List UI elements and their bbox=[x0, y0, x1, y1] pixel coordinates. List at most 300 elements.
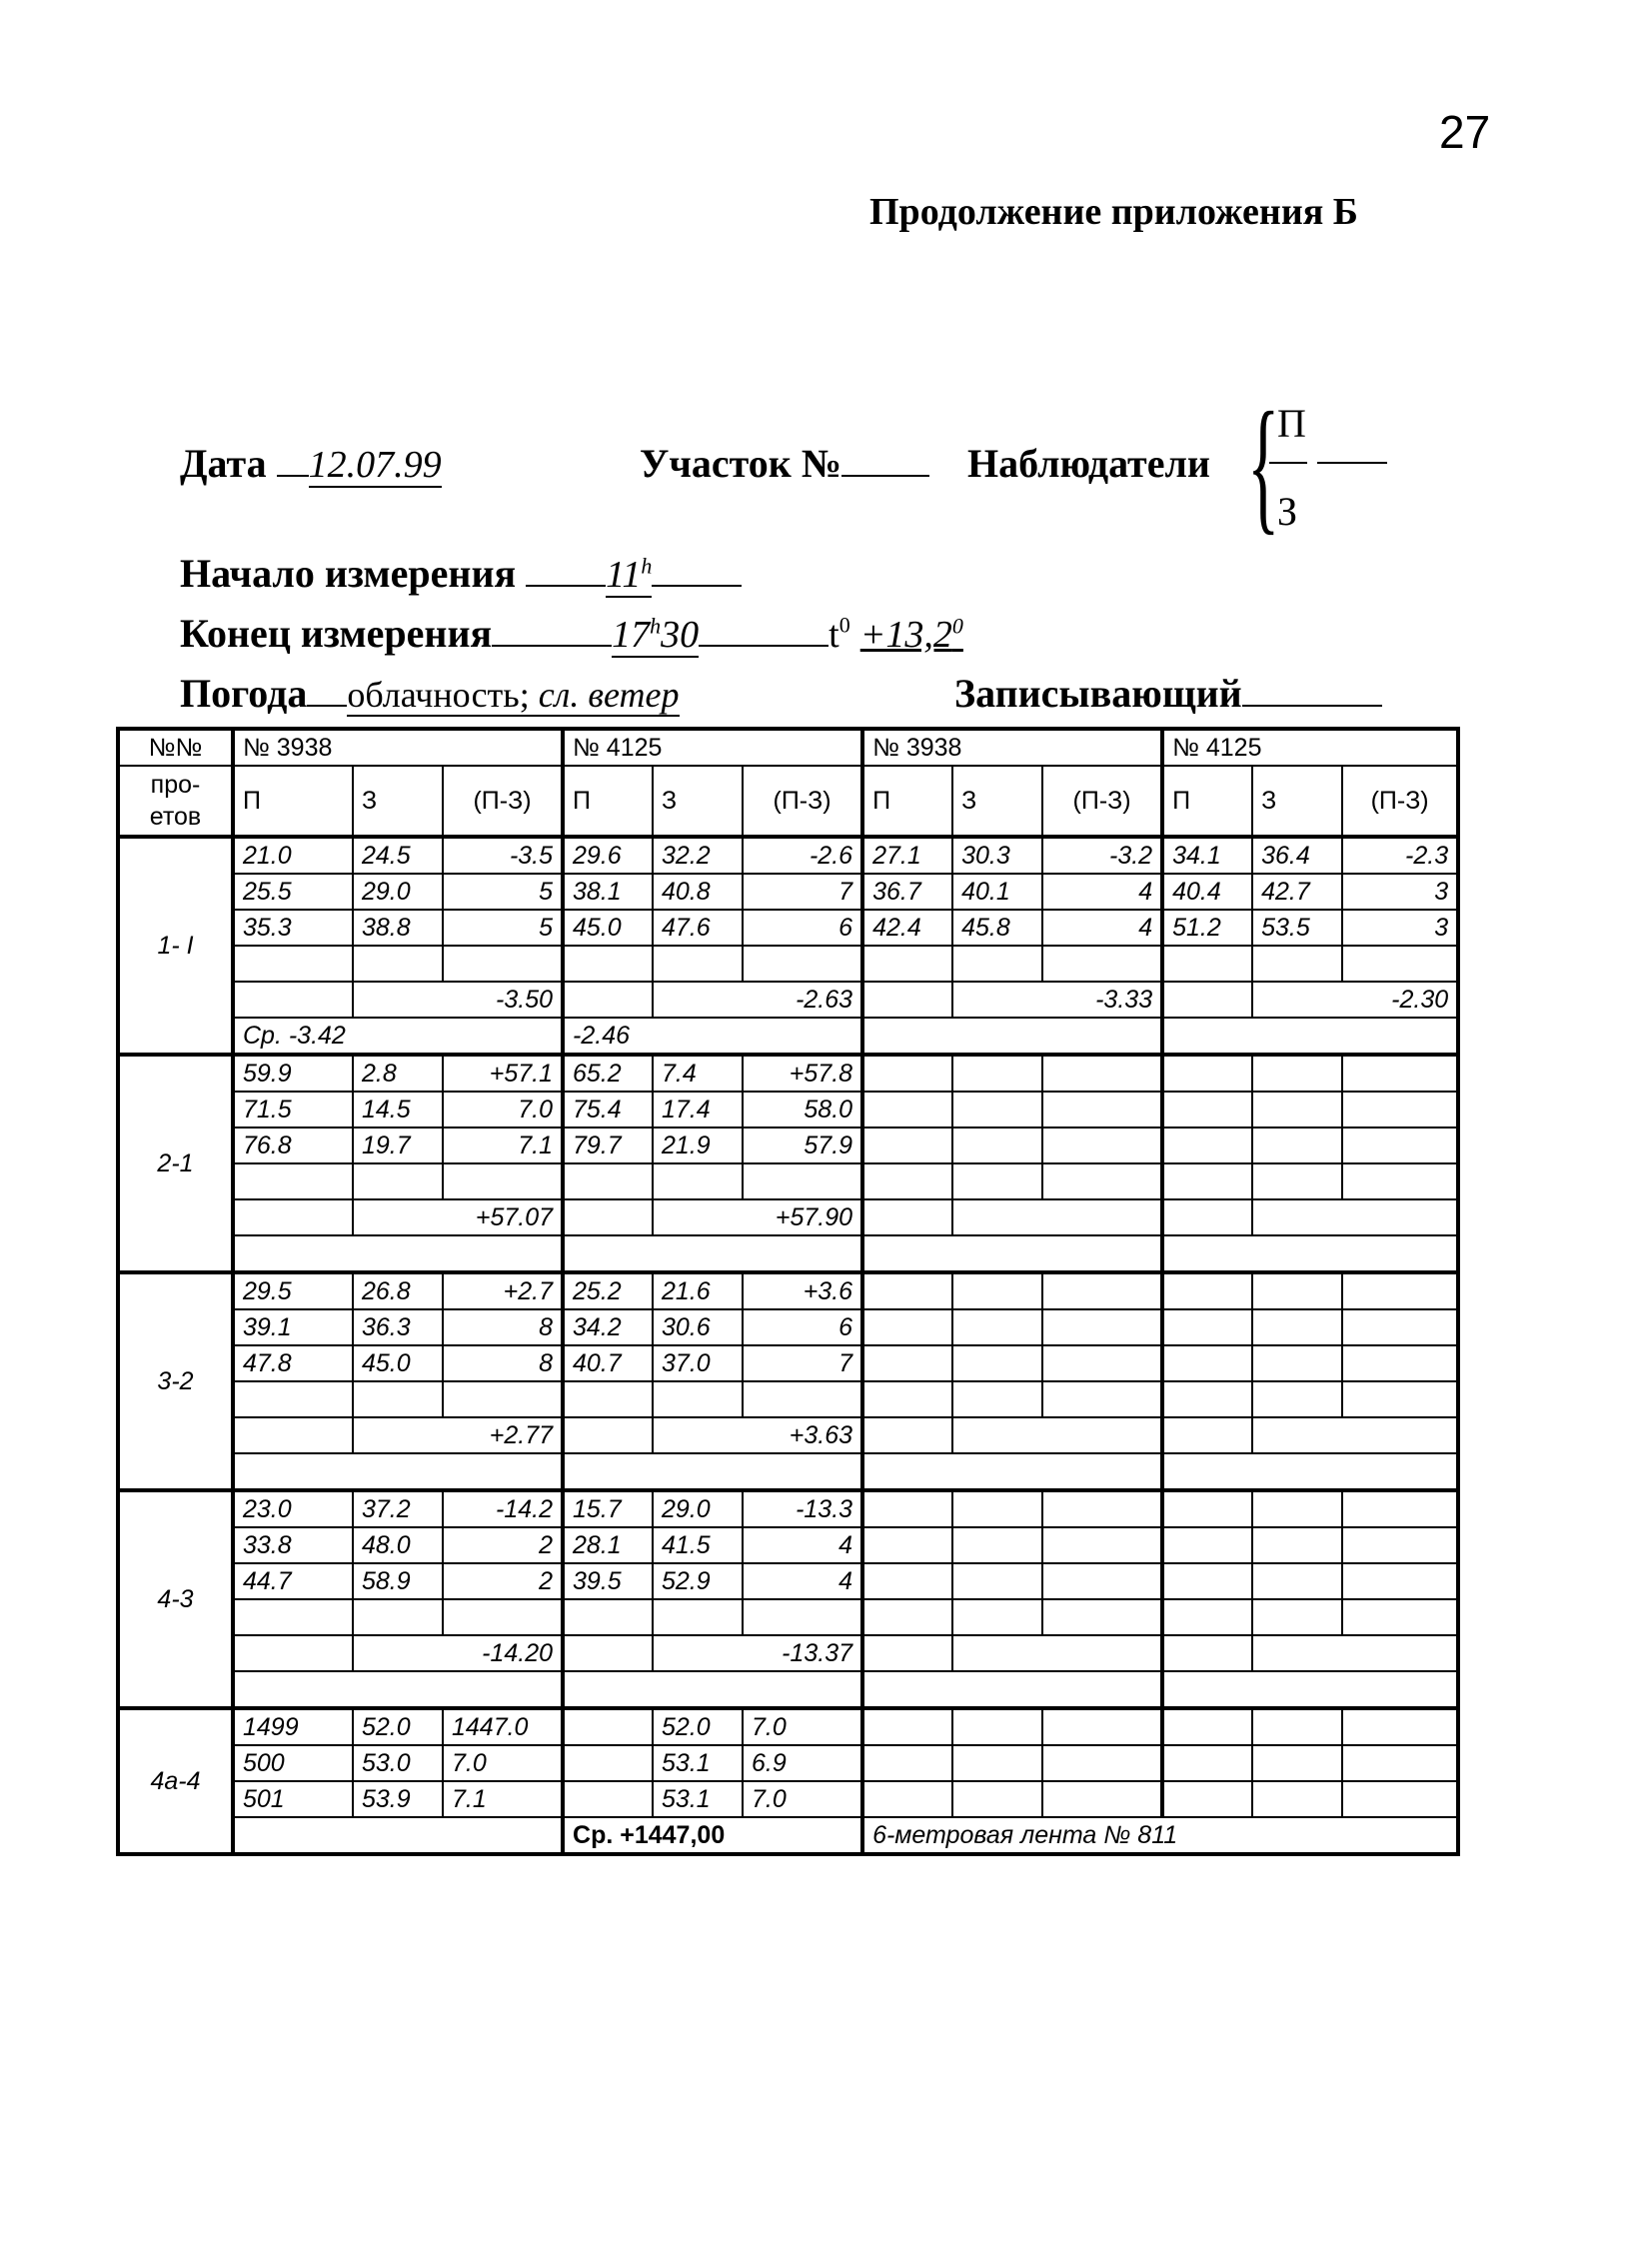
data-cell: 501 bbox=[233, 1781, 353, 1817]
instrument-header-row bbox=[118, 729, 1458, 766]
data-cell: 15.7 bbox=[563, 1490, 653, 1527]
data-cell bbox=[743, 1163, 862, 1199]
date-label: Дата bbox=[180, 441, 267, 486]
data-cell: 6 bbox=[743, 1309, 862, 1345]
data-cell: 4 bbox=[1042, 910, 1162, 946]
data-cell bbox=[952, 1272, 1042, 1309]
end-value-h: 17 bbox=[612, 614, 651, 656]
data-cell: +57.8 bbox=[743, 1055, 862, 1092]
average-row bbox=[118, 1235, 1458, 1272]
data-cell bbox=[1162, 1055, 1252, 1092]
data-cell: 8 bbox=[443, 1309, 563, 1345]
data-cell: 38.1 bbox=[563, 874, 653, 910]
mean-blank-cell bbox=[563, 1199, 653, 1235]
observers-label: Наблюдатели bbox=[967, 441, 1210, 486]
data-cell bbox=[1342, 1055, 1458, 1092]
data-cell bbox=[1162, 1781, 1252, 1817]
data-cell bbox=[1252, 1490, 1342, 1527]
data-cell: 45.0 bbox=[353, 1345, 443, 1381]
data-cell: 4 bbox=[743, 1563, 862, 1599]
mean-cell bbox=[1252, 1417, 1458, 1453]
data-cell bbox=[1342, 1092, 1458, 1128]
data-cell bbox=[1162, 1599, 1252, 1635]
end-row bbox=[180, 610, 963, 657]
table-row bbox=[118, 1092, 1458, 1128]
data-cell bbox=[353, 1599, 443, 1635]
data-cell: 26.8 bbox=[353, 1272, 443, 1309]
sub-header: (П-З) bbox=[443, 766, 563, 837]
data-cell bbox=[1042, 1163, 1162, 1199]
data-cell: 28.1 bbox=[563, 1527, 653, 1563]
data-cell: 17.4 bbox=[653, 1092, 743, 1128]
average-cell bbox=[862, 1671, 1162, 1708]
data-cell bbox=[353, 946, 443, 982]
start-sup: h bbox=[641, 553, 653, 579]
instrument-header: № 4125 bbox=[1162, 729, 1458, 766]
mean-blank-cell bbox=[233, 982, 353, 1018]
span-header-2: про- етов bbox=[118, 766, 233, 837]
data-cell bbox=[1162, 946, 1252, 982]
data-cell bbox=[952, 1163, 1042, 1199]
table-row bbox=[118, 1490, 1458, 1527]
table-row bbox=[118, 1781, 1458, 1817]
data-cell: 3 bbox=[1342, 874, 1458, 910]
sub-header: П bbox=[1162, 766, 1252, 837]
data-cell: 5 bbox=[443, 910, 563, 946]
data-cell: 47.6 bbox=[653, 910, 743, 946]
mean-blank-cell bbox=[862, 1417, 952, 1453]
mean-cell bbox=[952, 1635, 1162, 1671]
data-cell: 3 bbox=[1342, 910, 1458, 946]
mean-cell bbox=[952, 1199, 1162, 1235]
data-cell bbox=[1342, 1345, 1458, 1381]
data-cell bbox=[1162, 1128, 1252, 1163]
end-value-m: 30 bbox=[661, 614, 700, 656]
temp-sup: 0 bbox=[838, 612, 850, 638]
data-cell: 53.9 bbox=[353, 1781, 443, 1817]
data-cell: 2.8 bbox=[353, 1055, 443, 1092]
data-cell: 45.8 bbox=[952, 910, 1042, 946]
data-cell bbox=[233, 1163, 353, 1199]
section-row bbox=[640, 440, 929, 487]
mean-cell bbox=[1252, 1199, 1458, 1235]
data-cell: 53.0 bbox=[353, 1745, 443, 1781]
data-cell bbox=[653, 1381, 743, 1417]
mean-blank-cell bbox=[1162, 1417, 1252, 1453]
data-cell bbox=[563, 1381, 653, 1417]
mean-blank-cell bbox=[1162, 1635, 1252, 1671]
table-row bbox=[118, 1128, 1458, 1163]
data-cell bbox=[653, 946, 743, 982]
mean-cell: -2.30 bbox=[1252, 982, 1458, 1018]
mean-blank-cell bbox=[563, 1417, 653, 1453]
data-cell bbox=[1342, 1708, 1458, 1745]
average-cell bbox=[233, 1235, 563, 1272]
data-cell bbox=[1162, 1309, 1252, 1345]
table-row bbox=[118, 1745, 1458, 1781]
data-cell: 41.5 bbox=[653, 1527, 743, 1563]
mean-blank-cell bbox=[862, 1199, 952, 1235]
mean-row bbox=[118, 1417, 1458, 1453]
temp-value: $+13,2^0$ bbox=[859, 613, 963, 656]
data-cell bbox=[1162, 1163, 1252, 1199]
data-cell bbox=[1252, 1599, 1342, 1635]
data-cell: 7.1 bbox=[443, 1128, 563, 1163]
table-row bbox=[118, 1309, 1458, 1345]
data-cell: -3.5 bbox=[443, 837, 563, 874]
table-row bbox=[118, 837, 1458, 874]
mean-blank-cell bbox=[233, 1417, 353, 1453]
data-cell: 51.2 bbox=[1162, 910, 1252, 946]
data-cell bbox=[1042, 1490, 1162, 1527]
sub-header: З bbox=[653, 766, 743, 837]
data-cell: 7.4 bbox=[653, 1055, 743, 1092]
footer-blank-cell bbox=[233, 1817, 563, 1854]
data-cell bbox=[1252, 946, 1342, 982]
data-cell bbox=[1342, 1309, 1458, 1345]
data-cell bbox=[353, 1381, 443, 1417]
data-cell: 1499 bbox=[233, 1708, 353, 1745]
mean-row bbox=[118, 1635, 1458, 1671]
table-row bbox=[118, 910, 1458, 946]
data-cell: -3.2 bbox=[1042, 837, 1162, 874]
temp-label: t bbox=[828, 614, 839, 656]
measurement-table bbox=[116, 727, 1460, 1856]
average-cell bbox=[862, 1235, 1162, 1272]
average-cell bbox=[862, 1018, 1162, 1055]
sub-header: П bbox=[563, 766, 653, 837]
table-row bbox=[118, 1055, 1458, 1092]
data-cell bbox=[1252, 1128, 1342, 1163]
data-cell: 30.6 bbox=[653, 1309, 743, 1345]
end-label: Конец измерения bbox=[180, 611, 493, 656]
data-cell: 2 bbox=[443, 1563, 563, 1599]
data-cell bbox=[1042, 1309, 1162, 1345]
mean-blank-cell bbox=[233, 1199, 353, 1235]
data-cell bbox=[1042, 1781, 1162, 1817]
data-cell: 75.4 bbox=[563, 1092, 653, 1128]
instrument-header: № 4125 bbox=[563, 729, 862, 766]
table-row bbox=[118, 946, 1458, 982]
sub-header: (П-З) bbox=[743, 766, 862, 837]
span-label: 2-1 bbox=[118, 1055, 233, 1272]
span-header-1: №№ bbox=[118, 729, 233, 766]
data-cell: 44.7 bbox=[233, 1563, 353, 1599]
average-row bbox=[118, 1453, 1458, 1490]
data-cell: 21.0 bbox=[233, 837, 353, 874]
average-cell bbox=[563, 1453, 862, 1490]
sub-header: З bbox=[353, 766, 443, 837]
data-cell bbox=[1252, 1527, 1342, 1563]
mean-blank-cell bbox=[862, 982, 952, 1018]
data-cell bbox=[1162, 1708, 1252, 1745]
data-cell bbox=[743, 946, 862, 982]
mean-cell: -3.33 bbox=[952, 982, 1162, 1018]
data-cell bbox=[862, 1745, 952, 1781]
data-cell: 58.9 bbox=[353, 1563, 443, 1599]
span-label: 1- I bbox=[118, 837, 233, 1055]
mean-blank-cell bbox=[862, 1635, 952, 1671]
data-cell: 37.2 bbox=[353, 1490, 443, 1527]
data-cell: 38.8 bbox=[353, 910, 443, 946]
data-cell: 57.9 bbox=[743, 1128, 862, 1163]
data-cell bbox=[862, 1309, 952, 1345]
data-cell: 21.6 bbox=[653, 1272, 743, 1309]
start-row bbox=[180, 550, 742, 597]
data-cell: -13.3 bbox=[743, 1490, 862, 1527]
table-row bbox=[118, 1381, 1458, 1417]
average-cell bbox=[1162, 1453, 1458, 1490]
data-cell: 19.7 bbox=[353, 1128, 443, 1163]
data-cell bbox=[1342, 1563, 1458, 1599]
recorder-label: Записывающий bbox=[954, 671, 1242, 716]
data-cell: 7.0 bbox=[443, 1092, 563, 1128]
table-row bbox=[118, 1599, 1458, 1635]
weather-value-1: облачность; bbox=[347, 675, 530, 715]
data-cell: +3.6 bbox=[743, 1272, 862, 1309]
data-cell: 23.0 bbox=[233, 1490, 353, 1527]
start-value: 11 bbox=[606, 554, 642, 596]
average-cell bbox=[233, 1671, 563, 1708]
data-cell bbox=[443, 1163, 563, 1199]
data-cell: 21.9 bbox=[653, 1128, 743, 1163]
data-cell bbox=[233, 946, 353, 982]
data-cell: 37.0 bbox=[653, 1345, 743, 1381]
data-cell bbox=[1162, 1345, 1252, 1381]
average-row bbox=[118, 1671, 1458, 1708]
data-cell bbox=[1042, 1128, 1162, 1163]
data-cell: 30.3 bbox=[952, 837, 1042, 874]
table-row bbox=[118, 874, 1458, 910]
data-cell bbox=[1042, 946, 1162, 982]
data-cell: 14.5 bbox=[353, 1092, 443, 1128]
data-cell bbox=[1042, 1708, 1162, 1745]
data-cell bbox=[1342, 1272, 1458, 1309]
appendix-title: Продолжение приложения Б bbox=[869, 191, 1358, 233]
data-cell bbox=[1342, 1599, 1458, 1635]
data-cell: 76.8 bbox=[233, 1128, 353, 1163]
data-cell: 59.9 bbox=[233, 1055, 353, 1092]
sub-header: З bbox=[1252, 766, 1342, 837]
mean-cell: -2.63 bbox=[653, 982, 862, 1018]
data-cell: 29.5 bbox=[233, 1272, 353, 1309]
data-cell bbox=[1042, 1745, 1162, 1781]
data-cell bbox=[1252, 1309, 1342, 1345]
data-cell bbox=[1252, 1055, 1342, 1092]
data-cell: 65.2 bbox=[563, 1055, 653, 1092]
data-cell: 34.2 bbox=[563, 1309, 653, 1345]
data-cell: 47.8 bbox=[233, 1345, 353, 1381]
table-row bbox=[118, 1708, 1458, 1745]
mean-row bbox=[118, 982, 1458, 1018]
mean-blank-cell bbox=[1162, 982, 1252, 1018]
table-row bbox=[118, 1527, 1458, 1563]
data-cell: 29.6 bbox=[563, 837, 653, 874]
data-cell bbox=[1162, 1092, 1252, 1128]
table-row bbox=[118, 1272, 1458, 1309]
data-cell: 25.5 bbox=[233, 874, 353, 910]
data-cell bbox=[952, 1381, 1042, 1417]
data-cell: 79.7 bbox=[563, 1128, 653, 1163]
data-cell: 34.1 bbox=[1162, 837, 1252, 874]
weather-label: Погода bbox=[180, 671, 308, 716]
data-cell: 6.9 bbox=[743, 1745, 862, 1781]
sub-header: П bbox=[862, 766, 952, 837]
data-cell: 4 bbox=[743, 1527, 862, 1563]
data-cell bbox=[862, 1272, 952, 1309]
data-cell bbox=[862, 1527, 952, 1563]
data-cell bbox=[1042, 1272, 1162, 1309]
data-cell: 7 bbox=[743, 874, 862, 910]
span-label: 4-3 bbox=[118, 1490, 233, 1708]
data-cell: 32.2 bbox=[653, 837, 743, 874]
data-cell bbox=[233, 1381, 353, 1417]
data-cell bbox=[653, 1163, 743, 1199]
data-cell: -2.3 bbox=[1342, 837, 1458, 874]
data-cell bbox=[443, 946, 563, 982]
average-row bbox=[118, 1018, 1458, 1055]
average-cell bbox=[1162, 1018, 1458, 1055]
instrument-header: № 3938 bbox=[233, 729, 563, 766]
data-cell bbox=[862, 1345, 952, 1381]
data-cell bbox=[1342, 1781, 1458, 1817]
data-cell bbox=[743, 1599, 862, 1635]
data-cell: -2.6 bbox=[743, 837, 862, 874]
data-cell: 24.5 bbox=[353, 837, 443, 874]
data-cell: 42.7 bbox=[1252, 874, 1342, 910]
mean-blank-cell bbox=[563, 1635, 653, 1671]
data-cell bbox=[563, 1708, 653, 1745]
mean-blank-cell bbox=[1162, 1199, 1252, 1235]
weather-value-2: сл. ветер bbox=[538, 675, 680, 715]
data-cell: 2 bbox=[443, 1527, 563, 1563]
data-cell bbox=[353, 1163, 443, 1199]
data-cell bbox=[1042, 1092, 1162, 1128]
data-cell: 40.1 bbox=[952, 874, 1042, 910]
data-cell bbox=[1042, 1563, 1162, 1599]
data-cell: 52.0 bbox=[653, 1708, 743, 1745]
data-cell bbox=[952, 1055, 1042, 1092]
average-cell bbox=[862, 1453, 1162, 1490]
sub-header: П bbox=[233, 766, 353, 837]
data-cell: 48.0 bbox=[353, 1527, 443, 1563]
data-cell: 7.0 bbox=[743, 1708, 862, 1745]
average-cell bbox=[1162, 1671, 1458, 1708]
data-cell: 45.0 bbox=[563, 910, 653, 946]
date-value: 12.07.99 bbox=[308, 444, 442, 486]
average-cell bbox=[563, 1671, 862, 1708]
sub-header: З bbox=[952, 766, 1042, 837]
data-cell: 500 bbox=[233, 1745, 353, 1781]
data-cell bbox=[1162, 1272, 1252, 1309]
data-cell bbox=[952, 1599, 1042, 1635]
data-cell: 1447.0 bbox=[443, 1708, 563, 1745]
data-cell bbox=[1252, 1745, 1342, 1781]
data-cell bbox=[952, 1708, 1042, 1745]
data-cell bbox=[1342, 1745, 1458, 1781]
data-cell: 42.4 bbox=[862, 910, 952, 946]
data-cell: 7.0 bbox=[443, 1745, 563, 1781]
data-cell bbox=[1342, 1490, 1458, 1527]
table-row bbox=[118, 1163, 1458, 1199]
mean-cell: -13.37 bbox=[653, 1635, 862, 1671]
data-cell bbox=[1342, 1527, 1458, 1563]
data-cell: 53.5 bbox=[1252, 910, 1342, 946]
data-cell bbox=[952, 1490, 1042, 1527]
data-cell bbox=[862, 1381, 952, 1417]
mean-cell: -3.50 bbox=[353, 982, 563, 1018]
sub-header: (П-З) bbox=[1342, 766, 1458, 837]
data-cell: 40.7 bbox=[563, 1345, 653, 1381]
data-cell: 52.9 bbox=[653, 1563, 743, 1599]
data-cell bbox=[862, 1708, 952, 1745]
data-cell bbox=[862, 1128, 952, 1163]
data-cell bbox=[233, 1599, 353, 1635]
data-cell: +2.7 bbox=[443, 1272, 563, 1309]
data-cell bbox=[1342, 1381, 1458, 1417]
data-cell bbox=[952, 1309, 1042, 1345]
start-label: Начало измерения bbox=[180, 551, 517, 596]
observers-brace: { bbox=[1247, 382, 1280, 548]
data-cell bbox=[1042, 1345, 1162, 1381]
data-cell: 29.0 bbox=[653, 1490, 743, 1527]
data-cell bbox=[862, 1781, 952, 1817]
page-number: 27 bbox=[1439, 106, 1491, 158]
data-cell bbox=[1162, 1490, 1252, 1527]
section-label: Участок № bbox=[640, 441, 842, 486]
data-cell bbox=[1042, 1381, 1162, 1417]
data-cell bbox=[563, 1163, 653, 1199]
data-cell: 40.4 bbox=[1162, 874, 1252, 910]
data-cell bbox=[862, 1490, 952, 1527]
observer-divider bbox=[1269, 462, 1307, 464]
mean-cell: +57.07 bbox=[353, 1199, 563, 1235]
sub-header-row bbox=[118, 766, 1458, 837]
mean-blank-cell bbox=[233, 1635, 353, 1671]
data-cell bbox=[653, 1599, 743, 1635]
average-total: Ср. +1447,00 bbox=[563, 1817, 862, 1854]
mean-cell: +3.63 bbox=[653, 1417, 862, 1453]
tape-note: 6-метровая лента № 811 bbox=[862, 1817, 1458, 1854]
data-cell: 4 bbox=[1042, 874, 1162, 910]
data-cell bbox=[1162, 1745, 1252, 1781]
mean-cell: +57.90 bbox=[653, 1199, 862, 1235]
data-cell bbox=[443, 1599, 563, 1635]
observer-z: З bbox=[1277, 489, 1298, 534]
data-cell bbox=[563, 946, 653, 982]
data-cell: 27.1 bbox=[862, 837, 952, 874]
data-cell bbox=[952, 946, 1042, 982]
observer-blank-line bbox=[1317, 462, 1387, 464]
data-cell bbox=[563, 1599, 653, 1635]
data-cell bbox=[1252, 1092, 1342, 1128]
data-cell bbox=[1042, 1527, 1162, 1563]
mean-cell: +2.77 bbox=[353, 1417, 563, 1453]
data-cell: 39.1 bbox=[233, 1309, 353, 1345]
average-cell bbox=[1162, 1235, 1458, 1272]
data-cell bbox=[952, 1527, 1042, 1563]
mean-row bbox=[118, 1199, 1458, 1235]
data-cell bbox=[1042, 1055, 1162, 1092]
mean-blank-cell bbox=[563, 982, 653, 1018]
table-row bbox=[118, 1345, 1458, 1381]
data-cell bbox=[1162, 1563, 1252, 1599]
span-label: 4а-4 bbox=[118, 1708, 233, 1854]
data-cell bbox=[952, 1745, 1042, 1781]
data-cell bbox=[952, 1092, 1042, 1128]
data-cell: 7 bbox=[743, 1345, 862, 1381]
mean-cell bbox=[952, 1417, 1162, 1453]
